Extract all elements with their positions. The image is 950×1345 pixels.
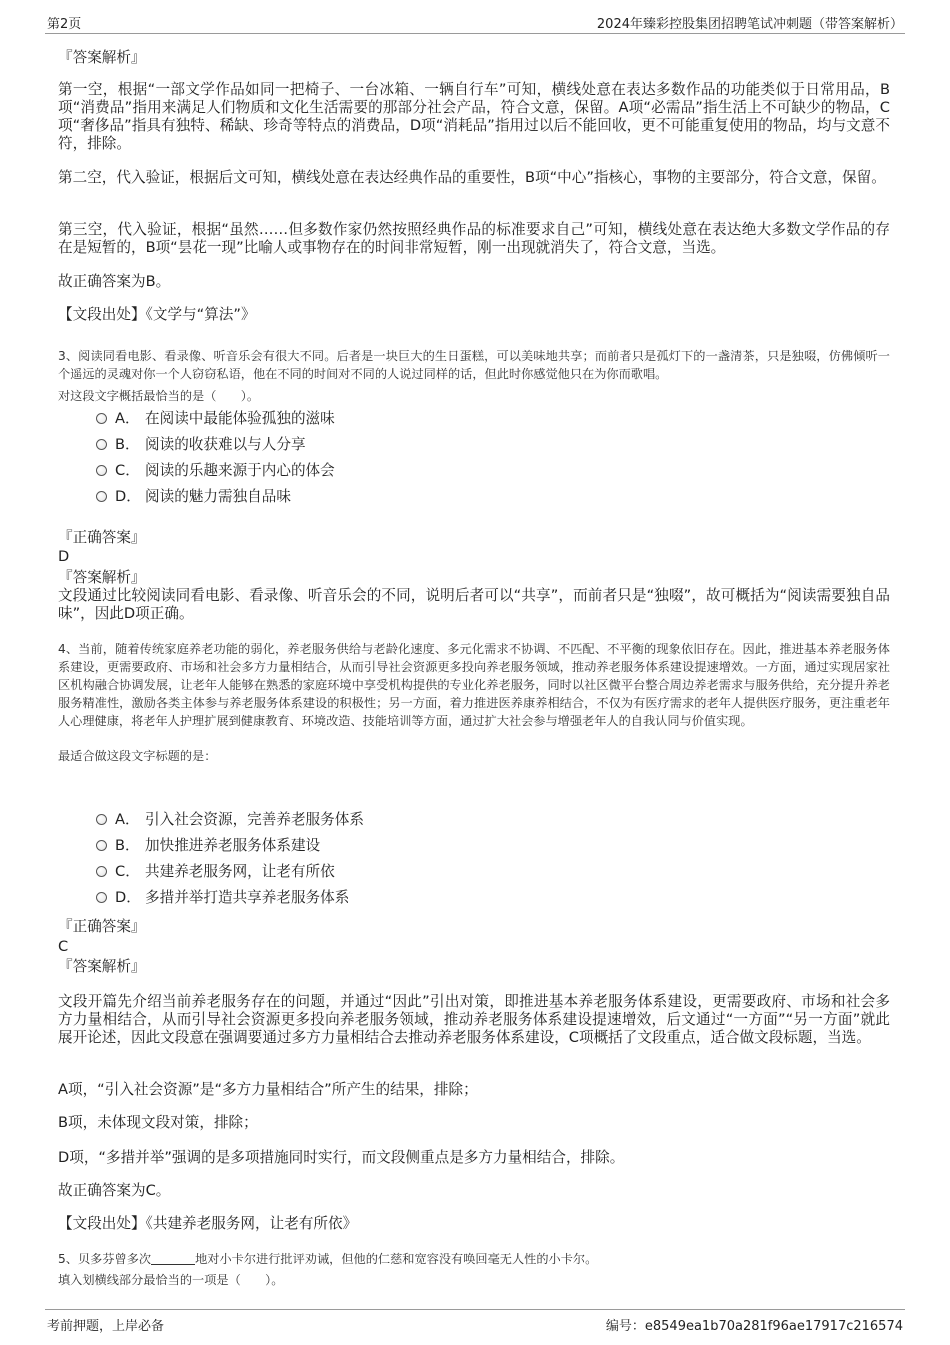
q4-answer: C <box>58 938 69 955</box>
q4-stem: 4、当前，随着传统家庭养老功能的弱化，养老服务供给与老龄化速度、多元化需求不协调、不匹配、不平衡的现象依旧存在。因此，推进基本养老服务体系建设，更需要政府、市场和社会多方力量相结合，从而引导社会资源更多投向养老服务领域，推动养老服务体系建设提速增效。一方面，通过实现居家社区机构融合协调发展，让老年人能够在熟悉的家庭环境中享受机构提供的专业化养老服务，同时以社区微平台整合周边养老需求与服务供给，充分提升养老服务精准性，激励各类主体参与养老服务体系建设的积极性；另一方面，着力推进医养康养相结合，不仅为有医疗需求的老年人提供医疗服务，更注重老年人心理健康，将老年人护理扩展到健康教育、环境改造、技能培训等方面，通过扩大社会参与增强老年人的自我认同与价值实现。 <box>58 642 890 728</box>
radio-button[interactable] <box>96 814 107 825</box>
q3-analysis: 文段通过比较阅读同看电影、看录像、听音乐会的不同，说明后者可以“共享”，而前者只是“独啜”，故可概括为“阅读需要独自品味”，因此D项正确。 <box>58 587 890 622</box>
q5-stem: 5、贝多芬曾多次 地对小卡尔进行批评劝诫，但他的仁慈和宽容没有唤回毫无人性的小卡尔。 <box>58 1252 598 1266</box>
page-header <box>45 11 905 34</box>
radio-button[interactable] <box>96 439 107 450</box>
radio-button[interactable] <box>96 413 107 424</box>
q2-analysis-para-2: 第二空，代入验证，根据后文可知，横线处意在表达经典作品的重要性，B项“中心”指核心，事物的主要部分，符合文意，保留。 <box>58 169 886 186</box>
q4-note-a: A项，“引入社会资源”是“多方力量相结合”所产生的结果，排除； <box>58 1081 478 1098</box>
q2-source: 【文段出处】《文学与“算法”》 <box>58 306 256 323</box>
q4-option-a[interactable]: A． 引入社会资源，完善养老服务体系 <box>96 810 364 830</box>
q5-blank <box>151 1252 195 1265</box>
q4-analysis: 文段开篇先介绍当前养老服务存在的问题，并通过“因此”引出对策，即推进基本养老服务体系建设，更需要政府、市场和社会多方力量相结合，从而引导社会资源更多投向养老服务领域，推动养老服务体系建设提速增效，后文通过“一方面”“另一方面”就此展开论述，因此文段意在强调要通过多方力量相结合去推动养老服务体系建设，C项概括了文段重点，适合做文段标题，当选。 <box>58 993 890 1046</box>
document-title: 2024年臻彩控股集团招聘笔试冲刺题（带答案解析） <box>596 17 903 32</box>
q2-analysis-para-1: 第一空，根据“一部文学作品如同一把椅子、一台冰箱、一辆自行车”可知，横线处意在表达多数作品的功能类似于日常用品，B项“消费品”指用来满足人们物质和文化生活需要的那部分社会产品，符合文意，保留。A项“必需品”指生活上不可缺少的物品，C项“奢侈品”指具有独特、稀缺、珍奇等特点的消费品，D项“消耗品”指用过以后不能回收，更不可能重复使用的物品，均与文意不符，排除。 <box>58 81 890 152</box>
q3-answer-label: 『正确答案』 <box>58 529 146 546</box>
q2-analysis-label: 『答案解析』 <box>58 49 146 66</box>
q3-answer: D <box>58 548 70 565</box>
q4-option-c[interactable]: C． 共建养老服务网，让老有所依 <box>96 862 335 882</box>
q3-option-b[interactable]: B． 阅读的收获难以与人分享 <box>96 435 306 455</box>
q2-conclusion: 故正确答案为B。 <box>58 273 171 290</box>
radio-button[interactable] <box>96 866 107 877</box>
q4-option-d[interactable]: D． 多措并举打造共享养老服务体系 <box>96 888 349 908</box>
q3-stem: 3、阅读同看电影、看录像、听音乐会有很大不同。后者是一块巨大的生日蛋糕，可以美味地共享；而前者只是孤灯下的一盏清茶，只是独啜，仿佛倾听一个遥远的灵魂对你一个人窃窃私语，他在不同的时间对不同的人说过同样的话，但此时你感觉他只在为你而歌唱。 <box>58 349 890 381</box>
footer-slogan: 考前押题，上岸必备 <box>47 1319 165 1334</box>
q3-option-d[interactable]: D． 阅读的魅力需独自品味 <box>96 487 291 507</box>
q4-answer-label: 『正确答案』 <box>58 918 146 935</box>
radio-button[interactable] <box>96 840 107 851</box>
q4-question: 最适合做这段文字标题的是： <box>58 749 217 763</box>
q2-analysis-para-3: 第三空，代入验证，根据“虽然……但多数作家仍然按照经典作品的标准要求自己”可知，横线处意在表达绝大多数文学作品的存在是短暂的，B项“昙花一现”比喻人或事物存在的时间非常短暂，刚一出现就消失了，符合文意，当选。 <box>58 221 890 256</box>
radio-button[interactable] <box>96 491 107 502</box>
radio-button[interactable] <box>96 465 107 476</box>
page-number: 第2页 <box>47 17 82 32</box>
q5-question: 填入划横线部分最恰当的一项是（ ）。 <box>58 1273 284 1287</box>
q4-analysis-label: 『答案解析』 <box>58 958 146 975</box>
radio-button[interactable] <box>96 892 107 903</box>
q3-option-c[interactable]: C． 阅读的乐趣来源于内心的体会 <box>96 461 335 481</box>
q4-source: 【文段出处】《共建养老服务网，让老有所依》 <box>58 1215 358 1232</box>
q4-option-b[interactable]: B． 加快推进养老服务体系建设 <box>96 836 320 856</box>
page-footer <box>45 1309 905 1334</box>
q3-analysis-label: 『答案解析』 <box>58 569 146 586</box>
q3-option-a[interactable]: A． 在阅读中最能体验孤独的滋味 <box>96 409 335 429</box>
q3-question: 对这段文字概括最恰当的是（ ）。 <box>58 389 260 403</box>
q4-note-d: D项，“多措并举”强调的是多项措施同时实行，而文段侧重点是多方力量相结合，排除。 <box>58 1149 625 1166</box>
q4-note-b: B项，未体现文段对策，排除； <box>58 1114 258 1131</box>
q4-conclusion: 故正确答案为C。 <box>58 1182 171 1199</box>
document-id: 编号：e8549ea1b70a281f96ae17917c216574 <box>605 1319 903 1334</box>
